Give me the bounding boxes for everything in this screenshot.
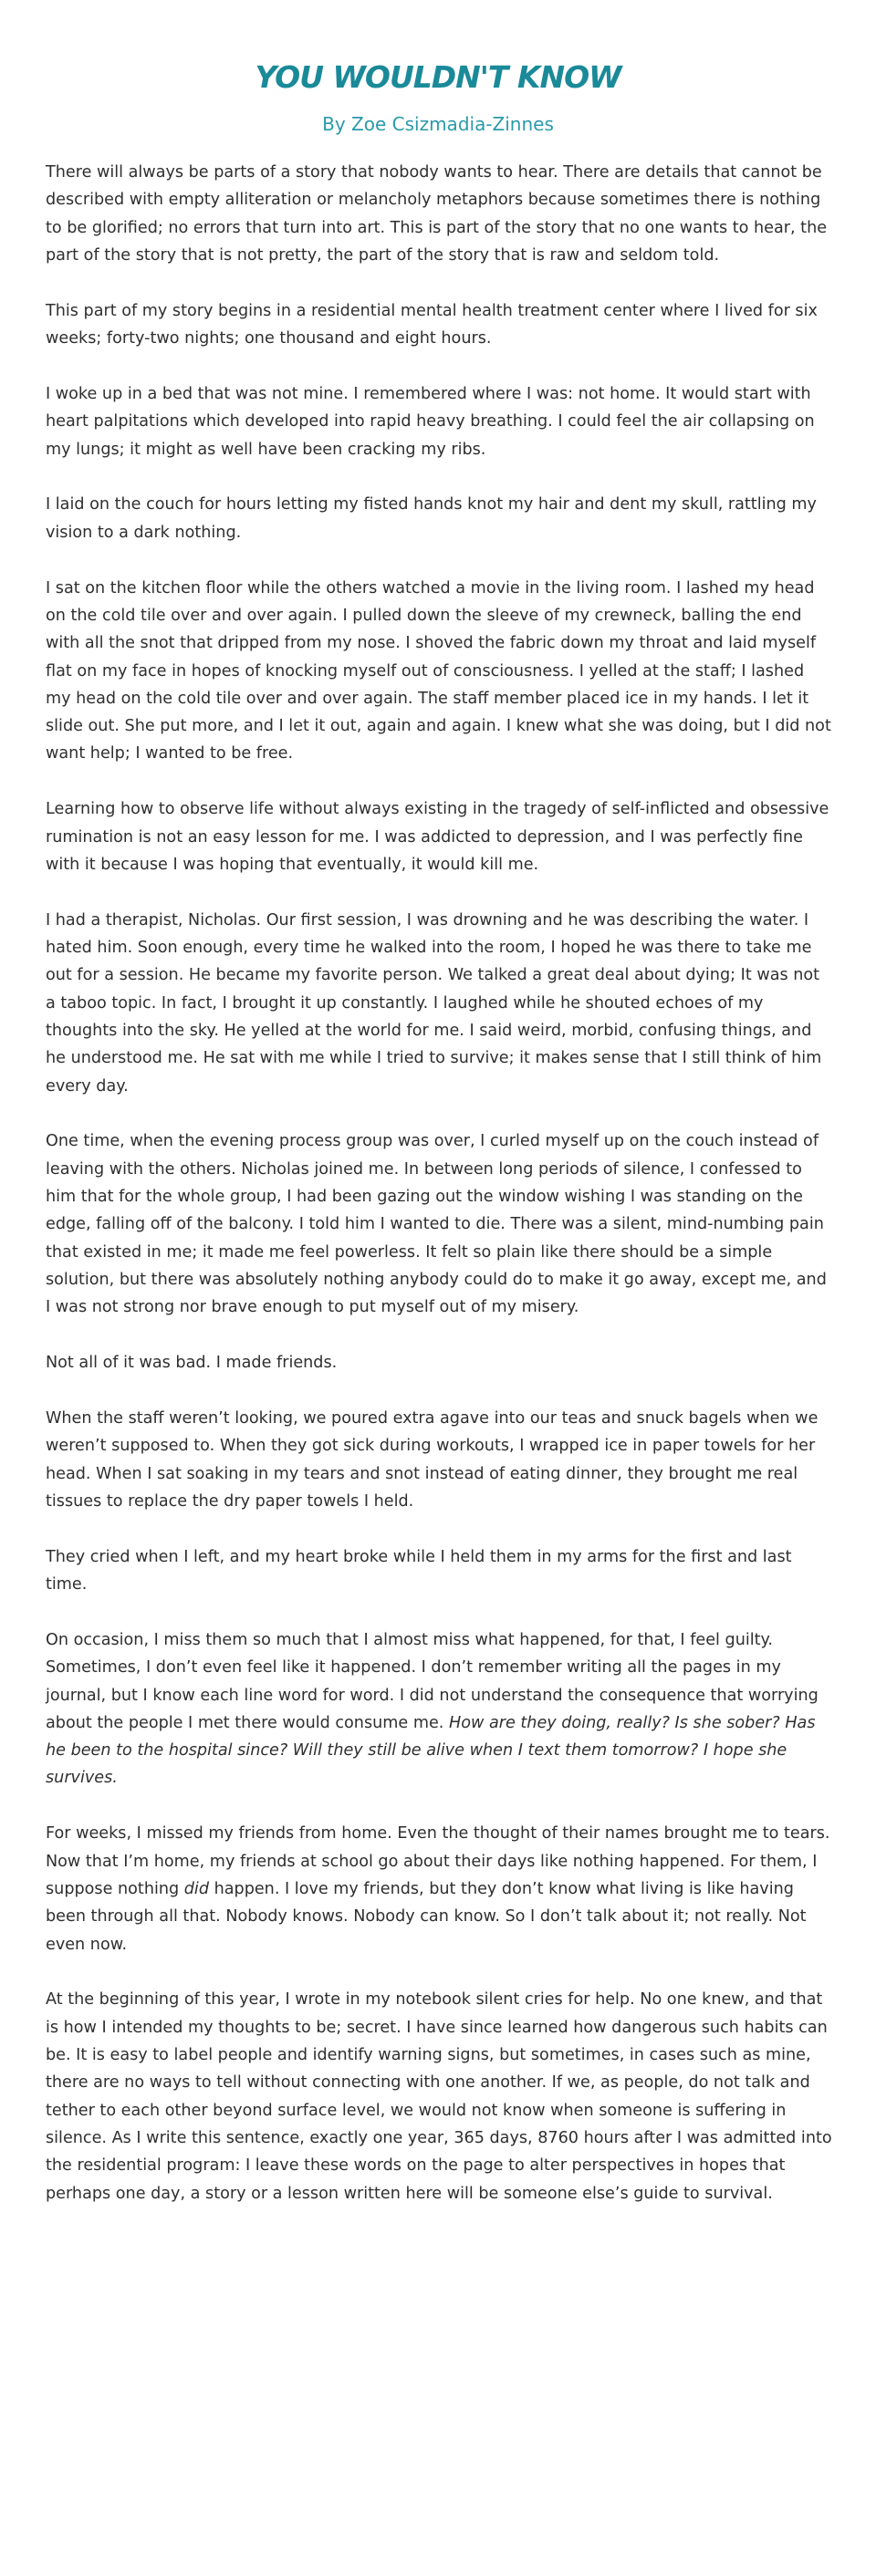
paragraph: At the beginning of this year, I wrote in my notebook silent cries for help. No one knew, and that is how I intended my thoughts to be; secret. I have since learned how dangerous such habits can be. It is easy to label people and identify warning signs, but sometimes, in cases such as mine, there are no ways to tell without connecting with one another. If we, as people, do not talk and tether to each other beyond surface level, we would not know when someone is suffering in silence. As I write this sentence, exactly one year, 365 days, 8760 hours after I was admitted into the residential program: I leave these words on the page to alter perspectives in hopes that perhaps one day, a story or a lesson written here will be someone else’s guide to survival. [46,1990,832,2203]
paragraph: I had a therapist, Nicholas. Our first session, I was drowning and he was describing the water. I hated him. Soon enough, every time he walked into the room, I hoped he was there to take me out for a session. He became my favorite person. We talked a great deal about dying; It was not a taboo topic. In fact, I brought it up constantly. I laughed while he shouted echoes of my thoughts into the sky. He yelled at the world for me. I said weird, morbid, confusing things, and he understood me. He sat with me while I tried to survive; it makes sense that I still think of him every day. [46,910,822,1096]
paragraph: I woke up in a bed that was not mine. I remembered where I was: not home. It would start with heart palpitations which developed into rapid heavy breathing. I could feel the air collapsing on my lungs; it might as well have been cracking my ribs. [46,384,815,459]
paragraph: This part of my story begins in a residential mental health treatment center where I lived for six weeks; forty-two nights; one thousand and eight hours. [46,301,818,348]
paragraph: Not all of it was bad. I made friends. [46,1354,338,1373]
article-body [46,159,832,2235]
paragraph-text: happen. I love my friends, but they don’t know what living is like having been through all that. Nobody knows. Nobody can know. So I don’t talk about it; not really. Not even now. [46,1879,807,1954]
paragraph: Learning how to observe life without always existing in the tragedy of self-inflicted and obsessive rumination is not an easy lesson for me. I was addicted to depression, and I was perfectly fine with it because I was hoping that eventually, it would kill me. [46,800,829,874]
article-byline: By Zoe Csizmadia-Zinnes [322,113,554,135]
paragraph-text: On occasion, I miss them so much that I almost miss what happened, for that, I feel guilty. Sometimes, I don’t even feel like it happened. I don’t remember writing all the pages in my journal, but I know each line word for word. I did not understand the consequence that worrying about the people I met there would consume me. [46,1631,819,1732]
paragraph: I laid on the couch for hours letting my fisted hands knot my hair and dent my skull, rattling my vision to a dark nothing. [46,495,817,542]
paragraph-text: For weeks, I missed my friends from home. Even the thought of their names brought me to tears. Now that I’m home, my friends at school go about their days like nothing happened. For them, I suppose nothing [46,1824,830,1898]
paragraph [46,1820,832,1958]
italic-emphasis: did [183,1879,209,1898]
paragraph: They cried when I left, and my heart broke while I held them in my arms for the first and last time. [46,1547,792,1594]
paragraph: There will always be parts of a story that nobody wants to hear. There are details that cannot be described with empty alliteration or melancholy metaphors because sometimes there is nothing to be glorified; no errors that turn into art. This is part of the story that no one wants to hear, the part of the story that is not pretty, the part of the story that is raw and seldom told. [46,163,828,265]
paragraph [46,1626,832,1792]
paragraph: I sat on the kitchen floor while the others watched a movie in the living room. I lashed my head on the cold tile over and over again. I pulled down the sleeve of my crewneck, balling the end with all the snot that dripped from my nose. I shoved the fabric down my throat and laid myself flat on my face in hopes of knocking myself out of consciousness. I yelled at the staff; I lashed my head on the cold tile over and over again. The staff member placed ice in my hands. I let it slide out. She put more, and I let it out, again and again. I knew what she was doing, but I did not want help; I wanted to be free. [46,578,831,763]
paragraph: When the staff weren’t looking, we poured extra agave into our teas and snuck bagels when we weren’t supposed to. When they got sick during workouts, I wrapped ice in paper towels for her head. When I sat soaking in my tears and snot instead of eating dinner, they brought me real tissues to replace the dry paper towels I held. [46,1409,819,1511]
paragraph: One time, when the evening process group was over, I curled myself up on the couch instead of leaving with the others. Nicholas joined me. In between long periods of silence, I confessed to him that for the whole group, I had been gazing out the window wishing I was standing on the edge, falling off of the balcony. I told him I wanted to die. There was a silent, mind-numbing pain that existed in me; it made me feel powerless. It felt so plain like there should be a simple solution, but there was absolutely nothing anybody could do to make it go away, except me, and I was not strong nor brave enough to put myself out of my misery. [46,1132,827,1317]
italic-inner-thoughts: How are they doing, really? Is she sober? Has he been to the hospital since? Will they still be alive when I text them tomorrow? I hope she survives. [46,1713,816,1788]
article-title: YOU WOULDN'T KNOW [255,59,621,95]
